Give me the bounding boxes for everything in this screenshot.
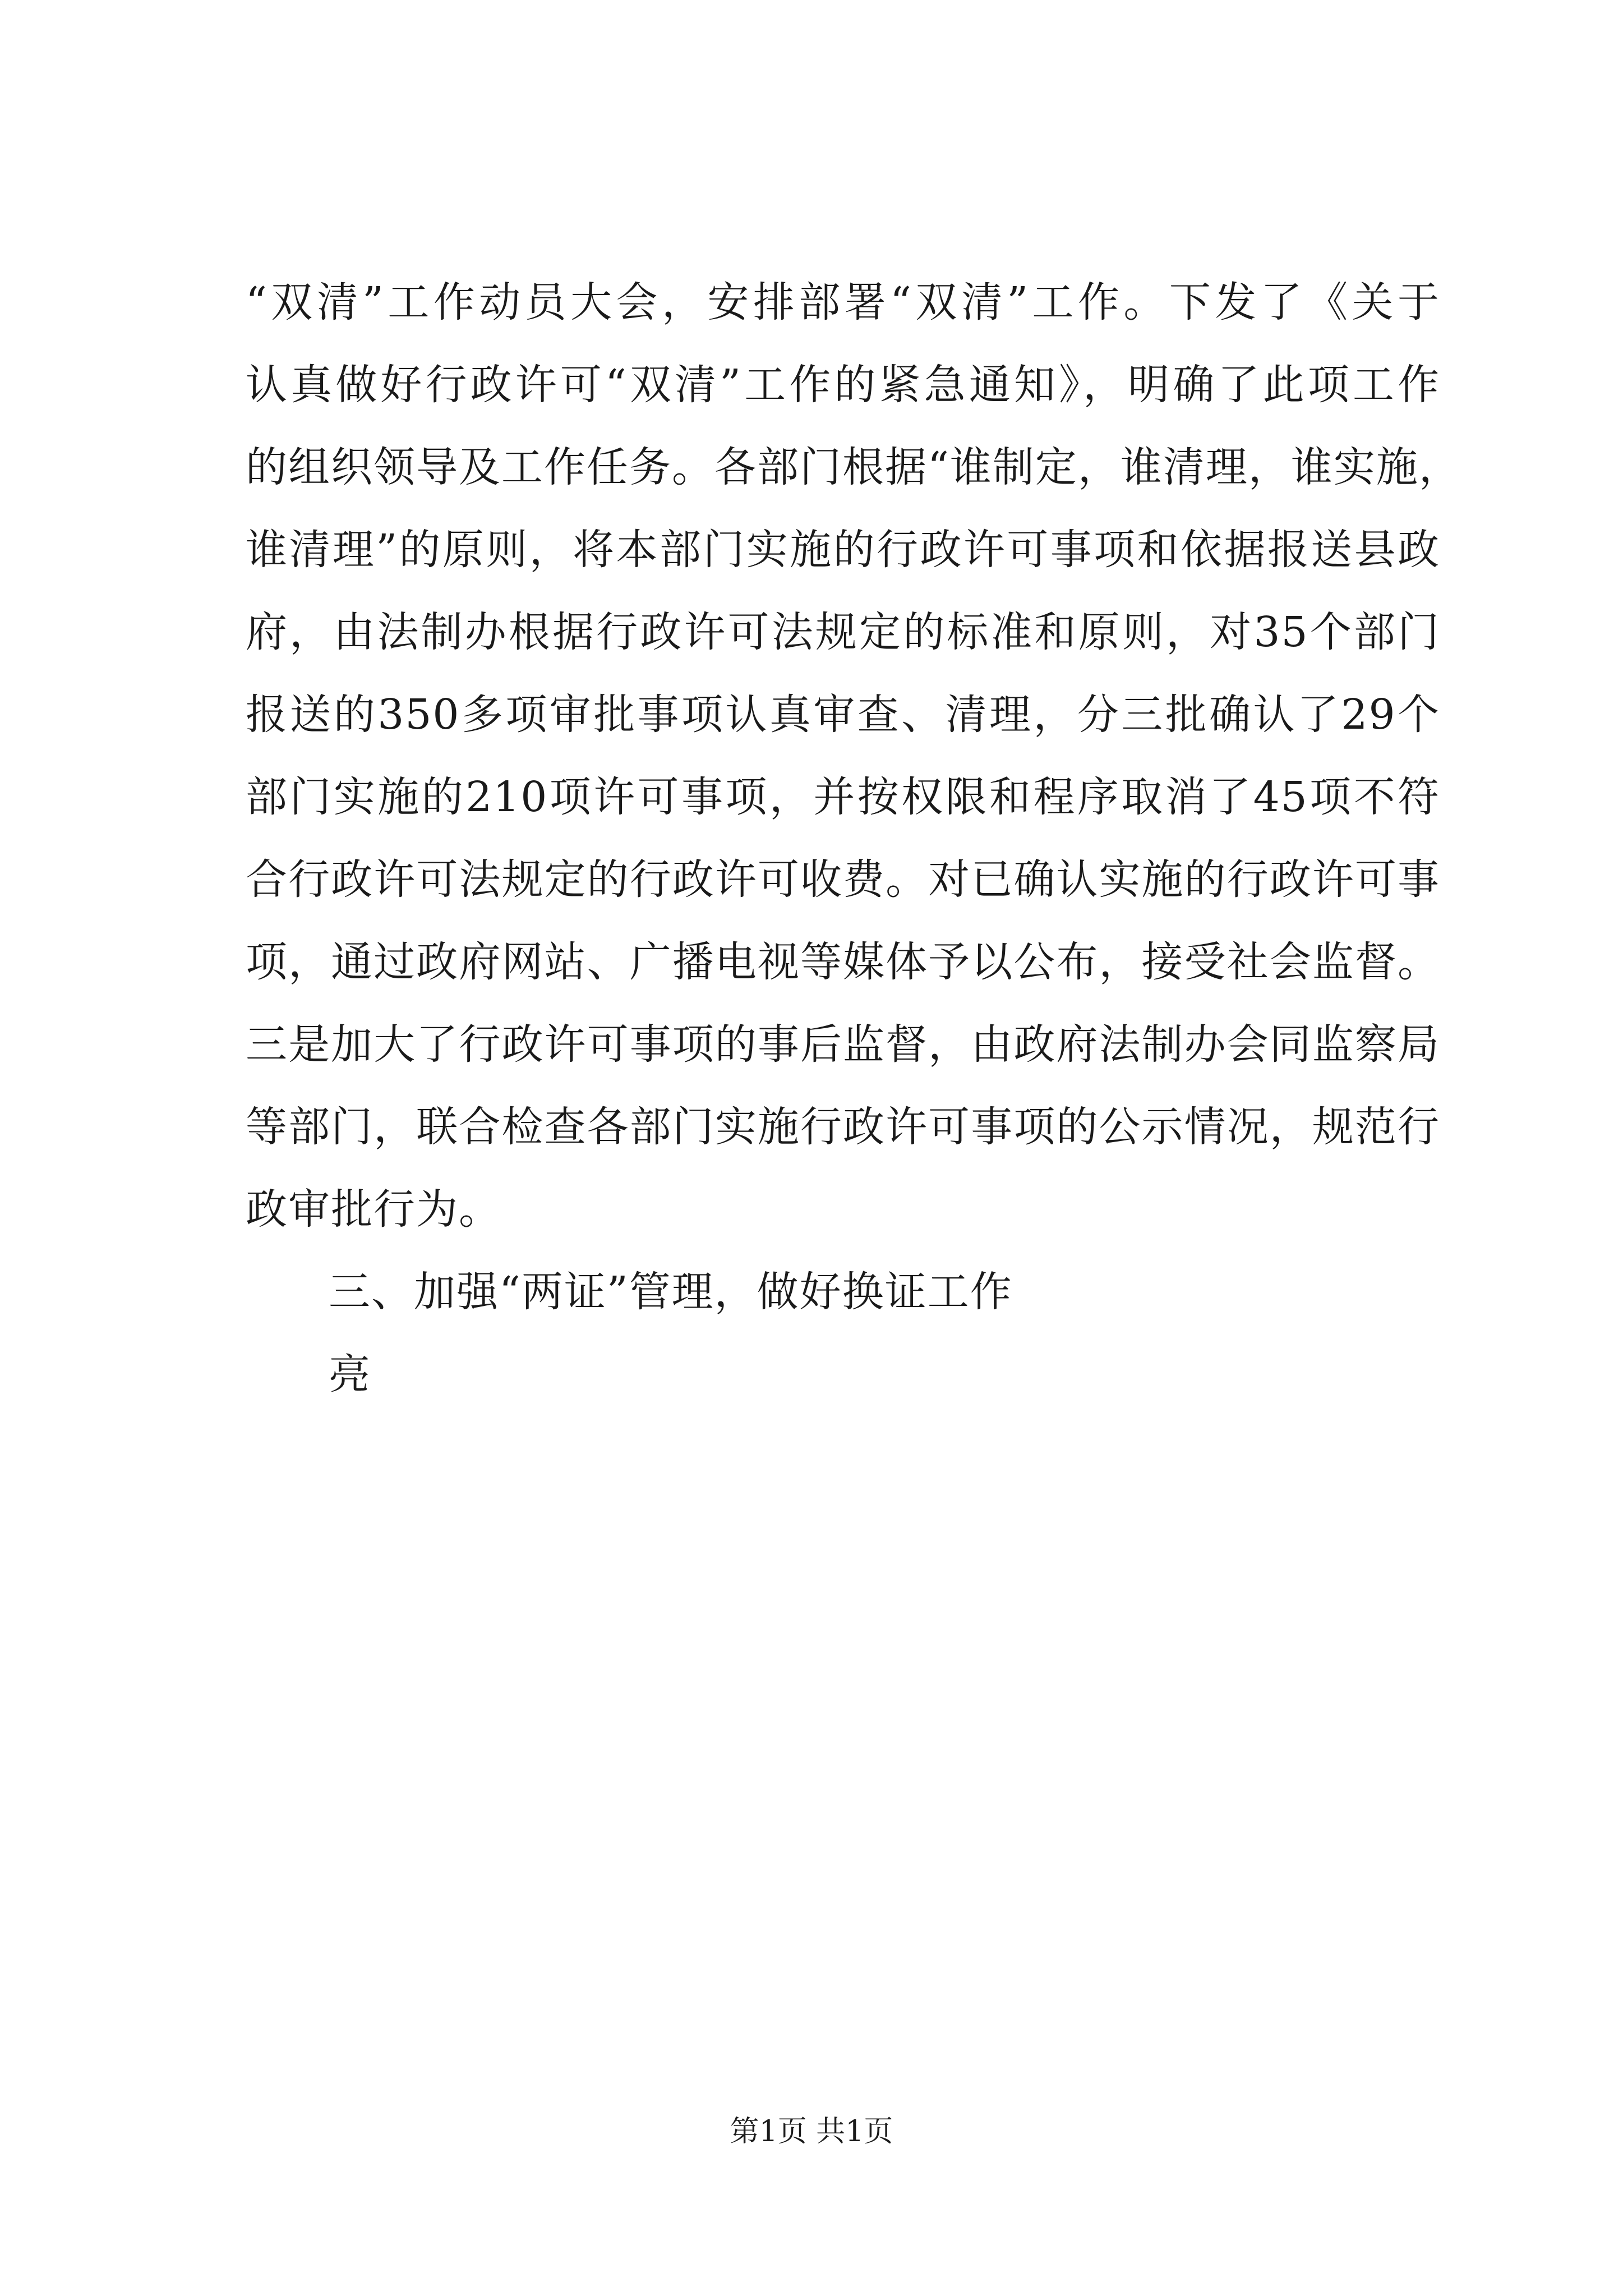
text-fragment: 亮 — [329, 1350, 371, 1398]
paragraph-line: 三是加大了行政许可事项的事后监督，由政府法制办会同监察局 — [246, 1020, 1440, 1069]
paragraph-line: 等部门，联合检查各部门实施行政许可事项的公示情况，规范行 — [246, 1103, 1440, 1151]
paragraph-line: 合行政许可法规定的行政许可收费。对已确认实施的行政许可事 — [246, 855, 1440, 904]
section-heading: 三、加强“两证”管理，做好换证工作 — [329, 1268, 1013, 1316]
paragraph-line: 项，通过政府网站、广播电视等媒体予以公布，接受社会监督。 — [246, 938, 1440, 986]
document-body — [246, 261, 1461, 1416]
paragraph-line: 的组织领导及工作任务。各部门根据“谁制定，谁清理，谁实施， — [246, 443, 1461, 491]
paragraph-line: 报送的350多项审批事项认真审查、清理，分三批确认了29个 — [246, 691, 1440, 739]
paragraph-line: 谁清理”的原则，将本部门实施的行政许可事项和依据报送县政 — [246, 526, 1440, 574]
paragraph-line: 府，由法制办根据行政许可法规定的标准和原则，对35个部门 — [246, 608, 1440, 656]
paragraph-line: 部门实施的210项许可事项，并按权限和程序取消了45项不符 — [246, 773, 1440, 821]
paragraph-line: 政审批行为。 — [246, 1185, 501, 1234]
page-footer: 第1页 共1页 — [730, 2115, 893, 2148]
paragraph-line: 认真做好行政许可“双清”工作的紧急通知》，明确了此项工作 — [246, 361, 1440, 409]
paragraph-line: “双清”工作动员大会，安排部署“双清”工作。下发了《关于 — [246, 278, 1440, 326]
